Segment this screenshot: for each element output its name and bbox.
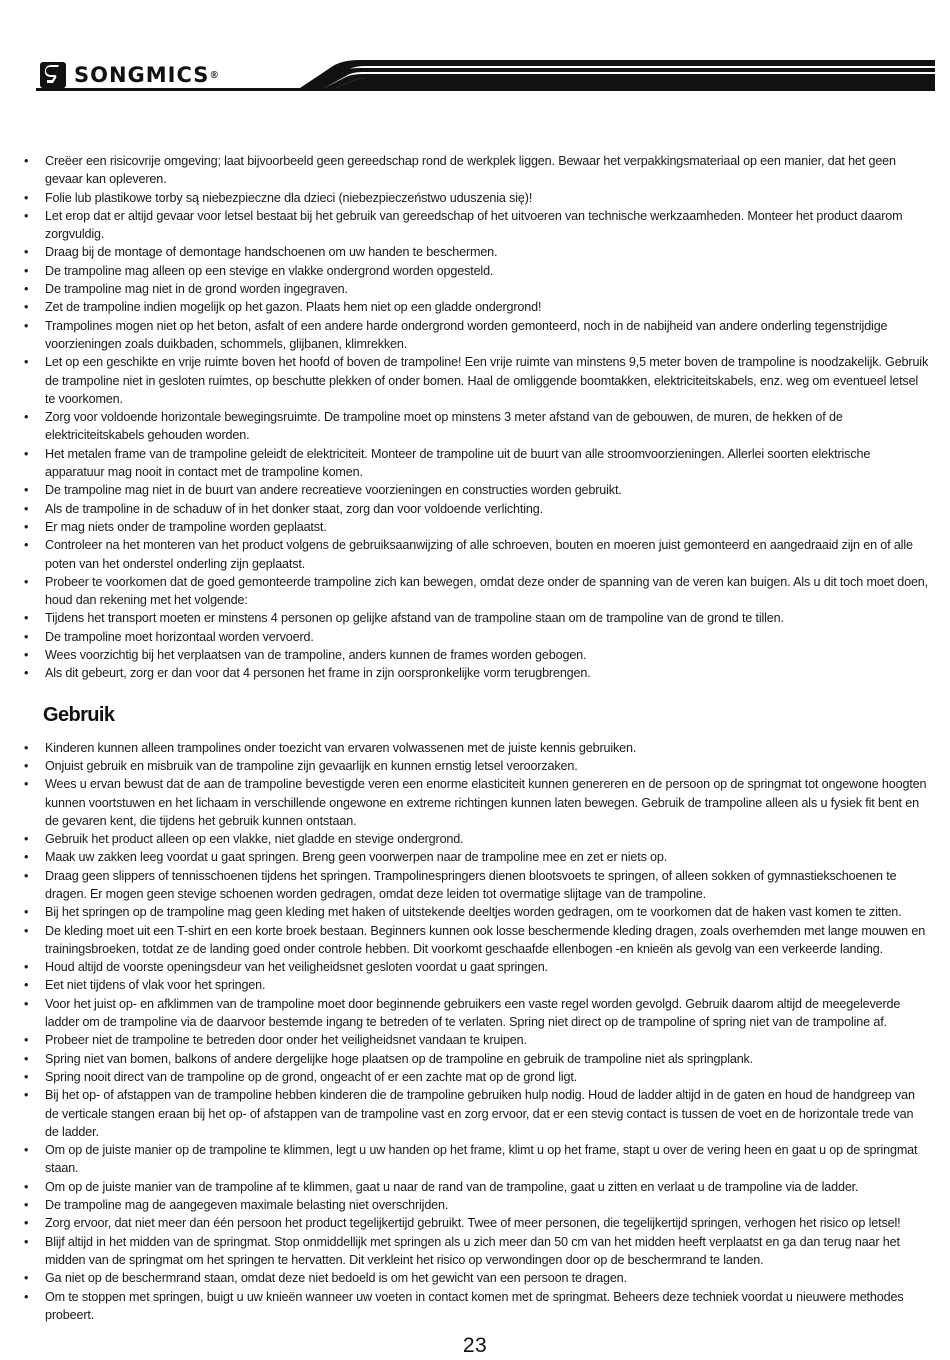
list-item-text: Kinderen kunnen alleen trampolines onder toezicht van ervaren volwassenen met de juiste kennis gebruiken. [45, 740, 637, 755]
list-item-text: Eet niet tijdens of vlak voor het springen. [45, 978, 266, 993]
list-item-text: Om op de juiste manier van de trampoline af te klimmen, gaat u naar de rand van de trampoline, gaat u zitten en verlaat u de trampoline via de ladder. [45, 1179, 859, 1194]
brand-name: SONGMICS [74, 63, 210, 87]
bullet-icon: • [24, 978, 29, 993]
list-item-text: Het metalen frame van de trampoline geleidt de elektriciteit. Monteer de trampoline uit de buurt van alle stroomvoorzieningen. Allerlei soorten elektrische apparatuur mag nooit in contact met de trampoline komen. [45, 446, 871, 480]
list-item [24, 775, 930, 830]
list-item-text: Spring niet van bomen, balkons of andere dergelijke hoge plaatsen op de trampoline en gebruik de trampoline niet als springplank. [45, 1051, 754, 1066]
bullet-icon: • [24, 282, 29, 297]
list-item [24, 518, 930, 536]
manual-content [24, 152, 930, 1324]
list-item-text: Maak uw zakken leeg voordat u gaat springen. Breng geen voorwerpen naar de trampoline mee en zet er niets op. [45, 850, 668, 865]
list-item [24, 189, 930, 207]
list-item [24, 976, 930, 994]
list-item [24, 958, 930, 976]
list-item-text: Om te stoppen met springen, buigt u uw knieën wanneer uw voeten in contact komen met de springmat. Beheers deze techniek voordat u nieuwere methodes probeert. [45, 1289, 904, 1322]
list-item [24, 481, 930, 499]
bullet-icon: • [24, 154, 29, 168]
list-item-text: Blijf altijd in het midden van de springmat. Stop onmiddellijk met springen als u zich meer dan 50 cm van het midden heeft verplaatst en ga dan terug naar het midden van de springmat om het springen te hervatten. Dit verkleint het risico op verwondingen door op de beschermrand te landen. [45, 1234, 900, 1267]
list-item-text: Folie lub plastikowe torby są niebezpieczne dla dzieci (niebezpieczeństwo uduszenia się)! [45, 190, 533, 205]
list-item [24, 664, 930, 682]
list-item [24, 445, 930, 482]
list-item [24, 1086, 930, 1141]
bullet-icon: • [24, 1234, 29, 1249]
list-item [24, 830, 930, 848]
list-item-text: Controleer na het monteren van het product volgens de gebruiksaanwijzing of alle schroeven, bouten en moeren juist gemonteerd en aangedraaid zijn en of alle poten van het onderstel onderling zijn geplaatst. [45, 538, 913, 571]
list-item-text: Als dit gebeurt, zorg er dan voor dat 4 personen het frame in zijn oorspronkelijke vorm terugbrengen. [45, 666, 591, 681]
bullet-icon: • [24, 1088, 29, 1103]
bullet-icon: • [24, 300, 29, 315]
bullet-icon: • [24, 410, 29, 425]
header-swoosh-decoration [0, 0, 950, 110]
bullet-icon: • [24, 574, 29, 589]
page-header [0, 0, 950, 110]
list-item [24, 1141, 930, 1178]
list-item [24, 867, 930, 904]
list-item-text: Onjuist gebruik en misbruik van de trampoline zijn gevaarlijk en kunnen ernstig letsel veroorzaken. [45, 758, 578, 773]
list-item [24, 500, 930, 518]
bullet-icon: • [24, 1143, 29, 1158]
list-item-text: Om op de juiste manier op de trampoline te klimmen, legt u uw handen op het frame, klimt u op het frame, stapt u over de vering heen en gaat u op de springmat staan. [45, 1143, 918, 1176]
list-item-text: Draag geen slippers of tennisschoenen tijdens het springen. Trampolinespringers dienen blootsvoets te springen, of alleen sokken of gymnastiekschoenen te dragen. Er mogen geen stevige schoenen worden gedragen, omdat deze leiden tot overmatige slijtage van de trampoline. [45, 868, 897, 901]
bullet-icon: • [24, 538, 29, 553]
bullet-icon: • [24, 923, 29, 938]
list-item [24, 353, 930, 408]
list-item-text: Zorg voor voldoende horizontale bewegingsruimte. De trampoline moet op minstens 3 meter afstand van de gebouwen, de muren, de hekken of de elektriciteitskabels gehouden worden. [45, 410, 843, 443]
bullet-icon: • [24, 245, 29, 260]
list-item-text: Bij het springen op de trampoline mag geen kleding met haken of uitstekende deeltjes worden gedragen, om te voorkomen dat de haken vast komen te zitten. [45, 905, 902, 920]
bullet-icon: • [24, 263, 29, 278]
bullet-icon: • [24, 355, 29, 370]
bullet-icon: • [24, 190, 29, 205]
bullet-icon: • [24, 1289, 29, 1304]
list-item-text: De trampoline mag alleen op een stevige en vlakke ondergrond worden opgesteld. [45, 263, 494, 278]
bullet-icon: • [24, 1033, 29, 1048]
list-item [24, 408, 930, 445]
list-item [24, 646, 930, 664]
list-item-text: Let op een geschikte en vrije ruimte boven het hoofd of boven de trampoline! Een vrije ruimte van minstens 9,5 meter boven de trampoline is noodzakelijk. Gebruik de trampoline niet in gesloten ruimtes, op beschutte plekken of onder bomen. Haal de omliggende boomtakken, elektriciteitskabels, enz. weg om eventueel letsel te voorkomen. [45, 355, 929, 406]
list-item-text: Wees u ervan bewust dat de aan de trampoline bevestigde veren een enorme elasticiteit kunnen genereren en de persoon op de springmat tot ongewone hoogten kunnen voortstuwen en het lichaam in verschillende ongewone en extreme richtingen kunnen laten bewegen. Gebruik de trampoline alleen als u fysiek fit bent en de gevaren kent, die tijdens het gebruik kunnen ontstaan. [45, 777, 927, 828]
list-item-text: Probeer te voorkomen dat de goed gemonteerde trampoline zich kan bewegen, omdat deze onder de spanning van de veren kan buigen. Als u dit toch moet doen, houd dan rekening met het volgende: [45, 574, 929, 608]
bullet-icon: • [24, 208, 29, 223]
list-item-text: Creëer een risicovrije omgeving; laat bijvoorbeeld geen gereedschap rond de werkplek liggen. Bewaar het verpakkingsmateriaal op een manier, dat het geen gevaar kan opleveren. [45, 154, 896, 187]
bullet-icon: • [24, 960, 29, 975]
usage-instructions-list [24, 739, 930, 1325]
list-item [24, 536, 930, 573]
page-number: 23 [462, 1334, 488, 1357]
list-item-text: Draag bij de montage of demontage handschoenen om uw handen te beschermen. [45, 245, 498, 260]
list-item-text: Voor het juist op- en afklimmen van de trampoline moet door beginnende gebruikers een vaste regel worden gevolgd. Gebruik daarom altijd de meegeleverde ladder om de trampoline via de daarvoor bestemde ingang te betreden of te verlaten. Spring niet direct op de trampoline of spring niet van de trampoline af. [45, 996, 901, 1030]
bullet-icon: • [24, 868, 29, 883]
list-item-text: Er mag niets onder de trampoline worden geplaatst. [45, 519, 327, 534]
safety-instructions-list [24, 152, 930, 683]
list-item-text: Zet de trampoline indien mogelijk op het gazon. Plaats hem niet op een gladde ondergrond! [45, 300, 542, 315]
list-item [24, 317, 930, 354]
list-item-text: De trampoline mag niet in de buurt van andere recreatieve voorzieningen en constructies worden gebruikt. [45, 483, 622, 498]
list-item [24, 995, 930, 1032]
list-item [24, 848, 930, 866]
bullet-icon: • [24, 519, 29, 534]
list-item-text: Probeer niet de trampoline te betreden door onder het veiligheidsnet vandaan te kruipen. [45, 1033, 527, 1048]
bullet-icon: • [24, 905, 29, 920]
bullet-icon: • [24, 777, 29, 792]
list-item [24, 1031, 930, 1049]
list-item-text: Bij het op- of afstappen van de trampoline hebben kinderen die de trampoline gebruiken hulp nodig. Houd de ladder altijd in de gaten en houd de handgreep van de verticale stangen eraan bij het op- of afstappen van de trampoline vast en zorg ervoor, dat er een stevig contact is tussen de voet en de horizontale trede van de ladder. [45, 1088, 915, 1139]
list-item [24, 757, 930, 775]
bullet-icon: • [24, 629, 29, 644]
list-item [24, 1196, 930, 1214]
list-item-text: Spring nooit direct van de trampoline op de grond, ongeacht of er een zachte mat op de grond ligt. [45, 1069, 578, 1084]
list-item-text: Trampolines mogen niet op het beton, asfalt of een andere harde ondergrond worden gemonteerd, noch in de nabijheid van andere onderling tegenstrijdige voorzieningen zoals duikbaden, schommels, glijbanen, klimrekken. [45, 318, 888, 351]
list-item-text: Als de trampoline in de schaduw of in het donker staat, zorg dan voor voldoende verlichting. [45, 501, 543, 516]
list-item [24, 1178, 930, 1196]
list-item-text: De trampoline mag niet in de grond worden ingegraven. [45, 282, 348, 297]
list-item [24, 152, 930, 189]
list-item [24, 1269, 930, 1287]
list-item [24, 1214, 930, 1232]
bullet-icon: • [24, 318, 29, 333]
list-item-text: Tijdens het transport moeten er minstens 4 personen op gelijke afstand van de trampoline staan om de trampoline van de grond te tillen. [45, 611, 784, 626]
list-item [24, 628, 930, 646]
list-item-text: Houd altijd de voorste openingsdeur van het veiligheidsnet gesloten voordat u gaat springen. [45, 960, 548, 975]
list-item [24, 243, 930, 261]
list-item-text: Let erop dat er altijd gevaar voor letsel bestaat bij het gebruik van gereedschap of het uitvoeren van technische werkzaamheden. Monteer het product daarom zorgvuldig. [45, 208, 903, 242]
bullet-icon: • [24, 446, 29, 461]
bullet-icon: • [24, 666, 29, 681]
list-item-text: Gebruik het product alleen op een vlakke, niet gladde en stevige ondergrond. [45, 832, 464, 847]
list-item-text: De trampoline mag de aangegeven maximale belasting niet overschrijden. [45, 1198, 449, 1213]
bullet-icon: • [24, 850, 29, 865]
bullet-icon: • [24, 1051, 29, 1066]
section-heading-gebruik: Gebruik [43, 703, 115, 726]
bullet-icon: • [24, 1069, 29, 1084]
list-item [24, 903, 930, 921]
bullet-icon: • [24, 483, 29, 498]
bullet-icon: • [24, 1271, 29, 1286]
list-item [24, 280, 930, 298]
brand-logo [40, 62, 218, 88]
list-item [24, 207, 930, 244]
list-item [24, 739, 930, 757]
list-item [24, 1288, 930, 1325]
bullet-icon: • [24, 1179, 29, 1194]
list-item [24, 922, 930, 959]
list-item-text: De trampoline moet horizontaal worden vervoerd. [45, 629, 314, 644]
bullet-icon: • [24, 832, 29, 847]
songmics-s-logo-icon [40, 62, 66, 88]
bullet-icon: • [24, 758, 29, 773]
list-item [24, 1233, 930, 1270]
list-item [24, 298, 930, 316]
list-item [24, 609, 930, 627]
list-item-text: De kleding moet uit een T-shirt en een korte broek bestaan. Beginners kunnen ook losse beschermende kleding dragen, zoals overhemden met lange mouwen en trainingsbroeken, totdat ze de landing goed onder controle hebben. Dit voorkomt geschaafde ellenbogen -en knieën als gevolg van een verkeerde landing. [45, 923, 926, 956]
bullet-icon: • [24, 1216, 29, 1231]
bullet-icon: • [24, 996, 29, 1011]
list-item-text: Zorg ervoor, dat niet meer dan één persoon het product tegelijkertijd gebruikt. Twee of meer personen, die tegelijkertijd springen, verhogen het risico op letsel! [45, 1216, 901, 1231]
bullet-icon: • [24, 740, 29, 755]
list-item [24, 1068, 930, 1086]
list-item-text: Wees voorzichtig bij het verplaatsen van de trampoline, anders kunnen de frames worden gebogen. [45, 648, 587, 663]
bullet-icon: • [24, 1198, 29, 1213]
bullet-icon: • [24, 611, 29, 626]
list-item [24, 1050, 930, 1068]
list-item-text: Ga niet op de beschermrand staan, omdat deze niet bedoeld is om het gewicht van een persoon te dragen. [45, 1271, 627, 1286]
bullet-icon: • [24, 648, 29, 663]
list-item [24, 262, 930, 280]
bullet-icon: • [24, 501, 29, 516]
list-item [24, 573, 930, 610]
registered-mark: ® [210, 69, 218, 81]
